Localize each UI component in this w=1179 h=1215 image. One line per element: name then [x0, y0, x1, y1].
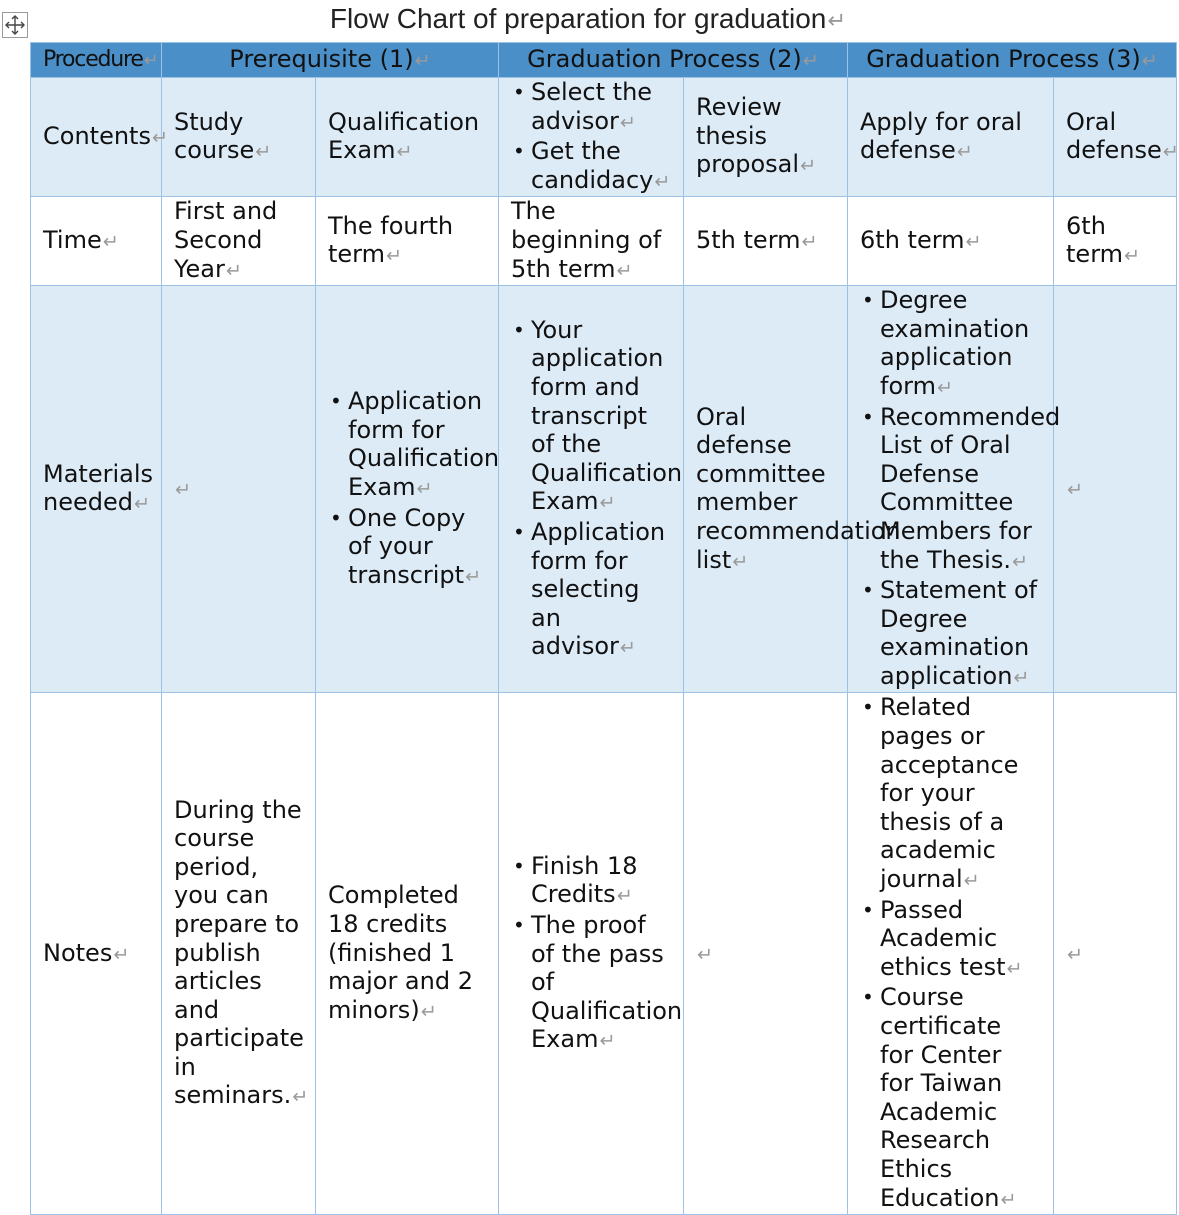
page-title: Flow Chart of preparation for graduation↵: [329, 3, 847, 34]
list-item: • Select the advisor↵: [531, 78, 671, 137]
table-row: [31, 78, 1177, 197]
header-prerequisite[interactable]: Prerequisite (1)↵: [162, 43, 499, 78]
table-cell[interactable]: First and Second Year↵: [162, 197, 316, 286]
list-item: • Your application form and transcript of the Qualification Exam↵: [531, 316, 671, 518]
table-cell[interactable]: ↵: [162, 286, 316, 693]
table-cell[interactable]: 6th term↵: [1054, 197, 1177, 286]
header-graduation-process-3[interactable]: Graduation Process (3)↵: [848, 43, 1177, 78]
row-label-time[interactable]: Time↵: [31, 197, 162, 286]
table-row: [31, 286, 1177, 693]
row-label-materials[interactable]: Materials needed↵: [31, 286, 162, 693]
header-procedure[interactable]: Procedure↵: [31, 43, 162, 78]
list-item: • One Copy of your transcript↵: [348, 504, 486, 592]
table-cell[interactable]: ↵: [1054, 286, 1177, 693]
table-cell[interactable]: Completed 18 credits (finished 1 major and 2 minors)↵: [316, 693, 499, 1215]
header-row: [31, 43, 1177, 78]
list-item: • Course certificate for Center for Taiwan Academic Research Ethics Education↵: [880, 983, 1041, 1214]
table-cell[interactable]: Review thesis proposal↵: [684, 78, 848, 197]
list-item: • Get the candidacy↵: [531, 137, 671, 196]
table-cell[interactable]: 6th term↵: [848, 197, 1054, 286]
table-cell[interactable]: Oral defense committee member recommendation list↵: [684, 286, 848, 693]
header-graduation-process-2[interactable]: Graduation Process (2)↵: [499, 43, 848, 78]
row-label-notes[interactable]: Notes↵: [31, 693, 162, 1215]
list-item: • Related pages or acceptance for your thesis of a academic journal↵: [880, 693, 1041, 895]
table-cell[interactable]: [499, 286, 684, 693]
table-cell[interactable]: The fourth term↵: [316, 197, 499, 286]
list-item: • Application form for selecting an advisor↵: [531, 518, 671, 663]
list-item: • Statement of Degree examination application↵: [880, 576, 1041, 692]
table-cell[interactable]: Apply for oral defense↵: [848, 78, 1054, 197]
table-cell[interactable]: The beginning of 5th term↵: [499, 197, 684, 286]
table-row: [31, 197, 1177, 286]
table-cell[interactable]: [848, 693, 1054, 1215]
table-cell[interactable]: [499, 78, 684, 197]
list-item: • The proof of the pass of Qualification Exam↵: [531, 911, 671, 1056]
table-row: [31, 693, 1177, 1215]
list-item: • Finish 18 Credits↵: [531, 852, 671, 911]
table-cell[interactable]: [316, 286, 499, 693]
table-cell[interactable]: During the course period, you can prepare to publish articles and participate in seminars.↵: [162, 693, 316, 1215]
table-cell[interactable]: Oral defense↵: [1054, 78, 1177, 197]
list-item: • Passed Academic ethics test↵: [880, 896, 1041, 984]
list-item: • Degree examination application form↵: [880, 286, 1041, 402]
paragraph-mark-icon: ↵: [827, 8, 847, 33]
table-cell[interactable]: 5th term↵: [684, 197, 848, 286]
table-cell[interactable]: Qualification Exam↵: [316, 78, 499, 197]
row-label-contents[interactable]: Contents↵: [31, 78, 162, 197]
table-cell[interactable]: [848, 286, 1061, 693]
table-cell[interactable]: ↵: [684, 693, 848, 1215]
table-cell[interactable]: Study course↵: [162, 78, 316, 197]
table-cell[interactable]: ↵: [1054, 693, 1177, 1215]
list-item: • Application form for Qualification Exam↵: [348, 387, 486, 503]
list-item: • Recommended List of Oral Defense Committee Members for the Thesis.↵: [880, 403, 1041, 577]
graduation-flow-table: [30, 42, 1177, 1215]
table-cell[interactable]: [499, 693, 684, 1215]
